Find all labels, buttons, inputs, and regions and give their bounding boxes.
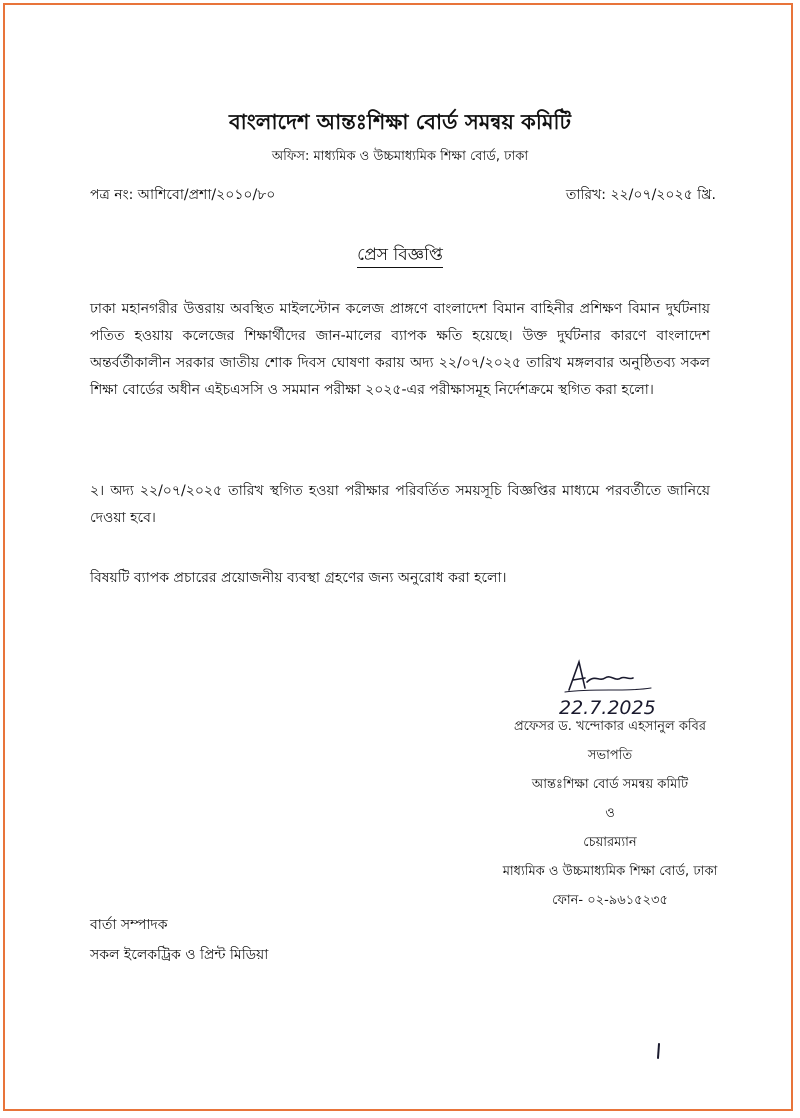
notice-heading-text: প্রেস বিজ্ঞপ্তি	[357, 245, 443, 268]
recipient-line-2: সকল ইলেকট্রিক ও প্রিন্ট মিডিয়া	[90, 947, 269, 963]
notice-paragraph-1: ঢাকা মহানগরীর উত্তরায় অবস্থিত মাইলস্টোন কলেজ প্রাঙ্গণে বাংলাদেশ বিমান বাহিনীর প্রশিক্ষণ বিমান দুর্ঘটনায় পতিত হওয়ায় কলেজের শিক্ষার্থীদের জান-মালের ব্যাপক ক্ষতি হয়েছে। উক্ত দুর্ঘটনার কারণে বাংলাদেশ অন্তর্বর্তীকালীন সরকার জাতীয় শোক দিবস ঘোষণা করায় অদ্য ২২/০৭/২০২৫ তারিখ মঙ্গলবার অনুষ্ঠিতব্য সকল শিক্ষা বোর্ডের অধীন এইচএসসি ও সমমান পরীক্ষা ২০২৫-এর পরীক্ষাসমূহ নির্দেশক্রমে স্থগিত করা হলো।	[90, 301, 710, 398]
signatory-role: চেয়ারম্যান	[583, 835, 637, 850]
signatory-phone: ফোন- ০২-৯৬১৫২৩৫	[552, 893, 668, 908]
notice-paragraph-3: বিষয়টি ব্যাপক প্রচারের প্রয়োজনীয় ব্যবস্থা গ্রহণের জন্য অনুরোধ করা হলো।	[90, 570, 507, 586]
committee-title: বাংলাদেশ আন্তঃশিক্ষা বোর্ড সমন্বয় কমিটি	[228, 110, 571, 134]
signatory-block	[470, 712, 750, 915]
notice-heading	[0, 242, 800, 270]
document-date: তারিখ: ২২/০৭/২০২৫ খ্রি.	[565, 187, 716, 203]
office-address: অফিস: মাধ্যমিক ও উচ্চমাধ্যমিক শিক্ষা বোর্ড, ঢাকা	[271, 149, 529, 164]
signatory-conjunction: ও	[605, 806, 615, 821]
reference-number: পত্র নং: আশিবো/প্রশা/২০১০/৮০	[90, 187, 276, 203]
signatory-committee: আন্তঃশিক্ষা বোর্ড সমন্বয় কমিটি	[531, 777, 689, 792]
signatory-board: মাধ্যমিক ও উচ্চমাধ্যমিক শিক্ষা বোর্ড, ঢাকা	[502, 864, 718, 879]
stray-pen-mark	[656, 1043, 662, 1059]
signatory-name: প্রফেসর ড. খন্দোকার এহসানুল কবির	[513, 719, 707, 734]
notice-paragraph-2: ২। অদ্য ২২/০৭/২০২৫ তারিখ স্থগিত হওয়া পরীক্ষার পরিবর্তিত সময়সূচি বিজ্ঞপ্তির মাধ্যমে পরবর্তীতে জানিয়ে দেওয়া হবে।	[90, 483, 710, 526]
signature-date: 22.7.2025	[559, 697, 656, 718]
recipient-line-1: বার্তা সম্পাদক	[90, 917, 168, 933]
signatory-designation: সভাপতি	[587, 748, 633, 763]
handwritten-signature	[555, 648, 725, 718]
recipients	[90, 910, 268, 970]
